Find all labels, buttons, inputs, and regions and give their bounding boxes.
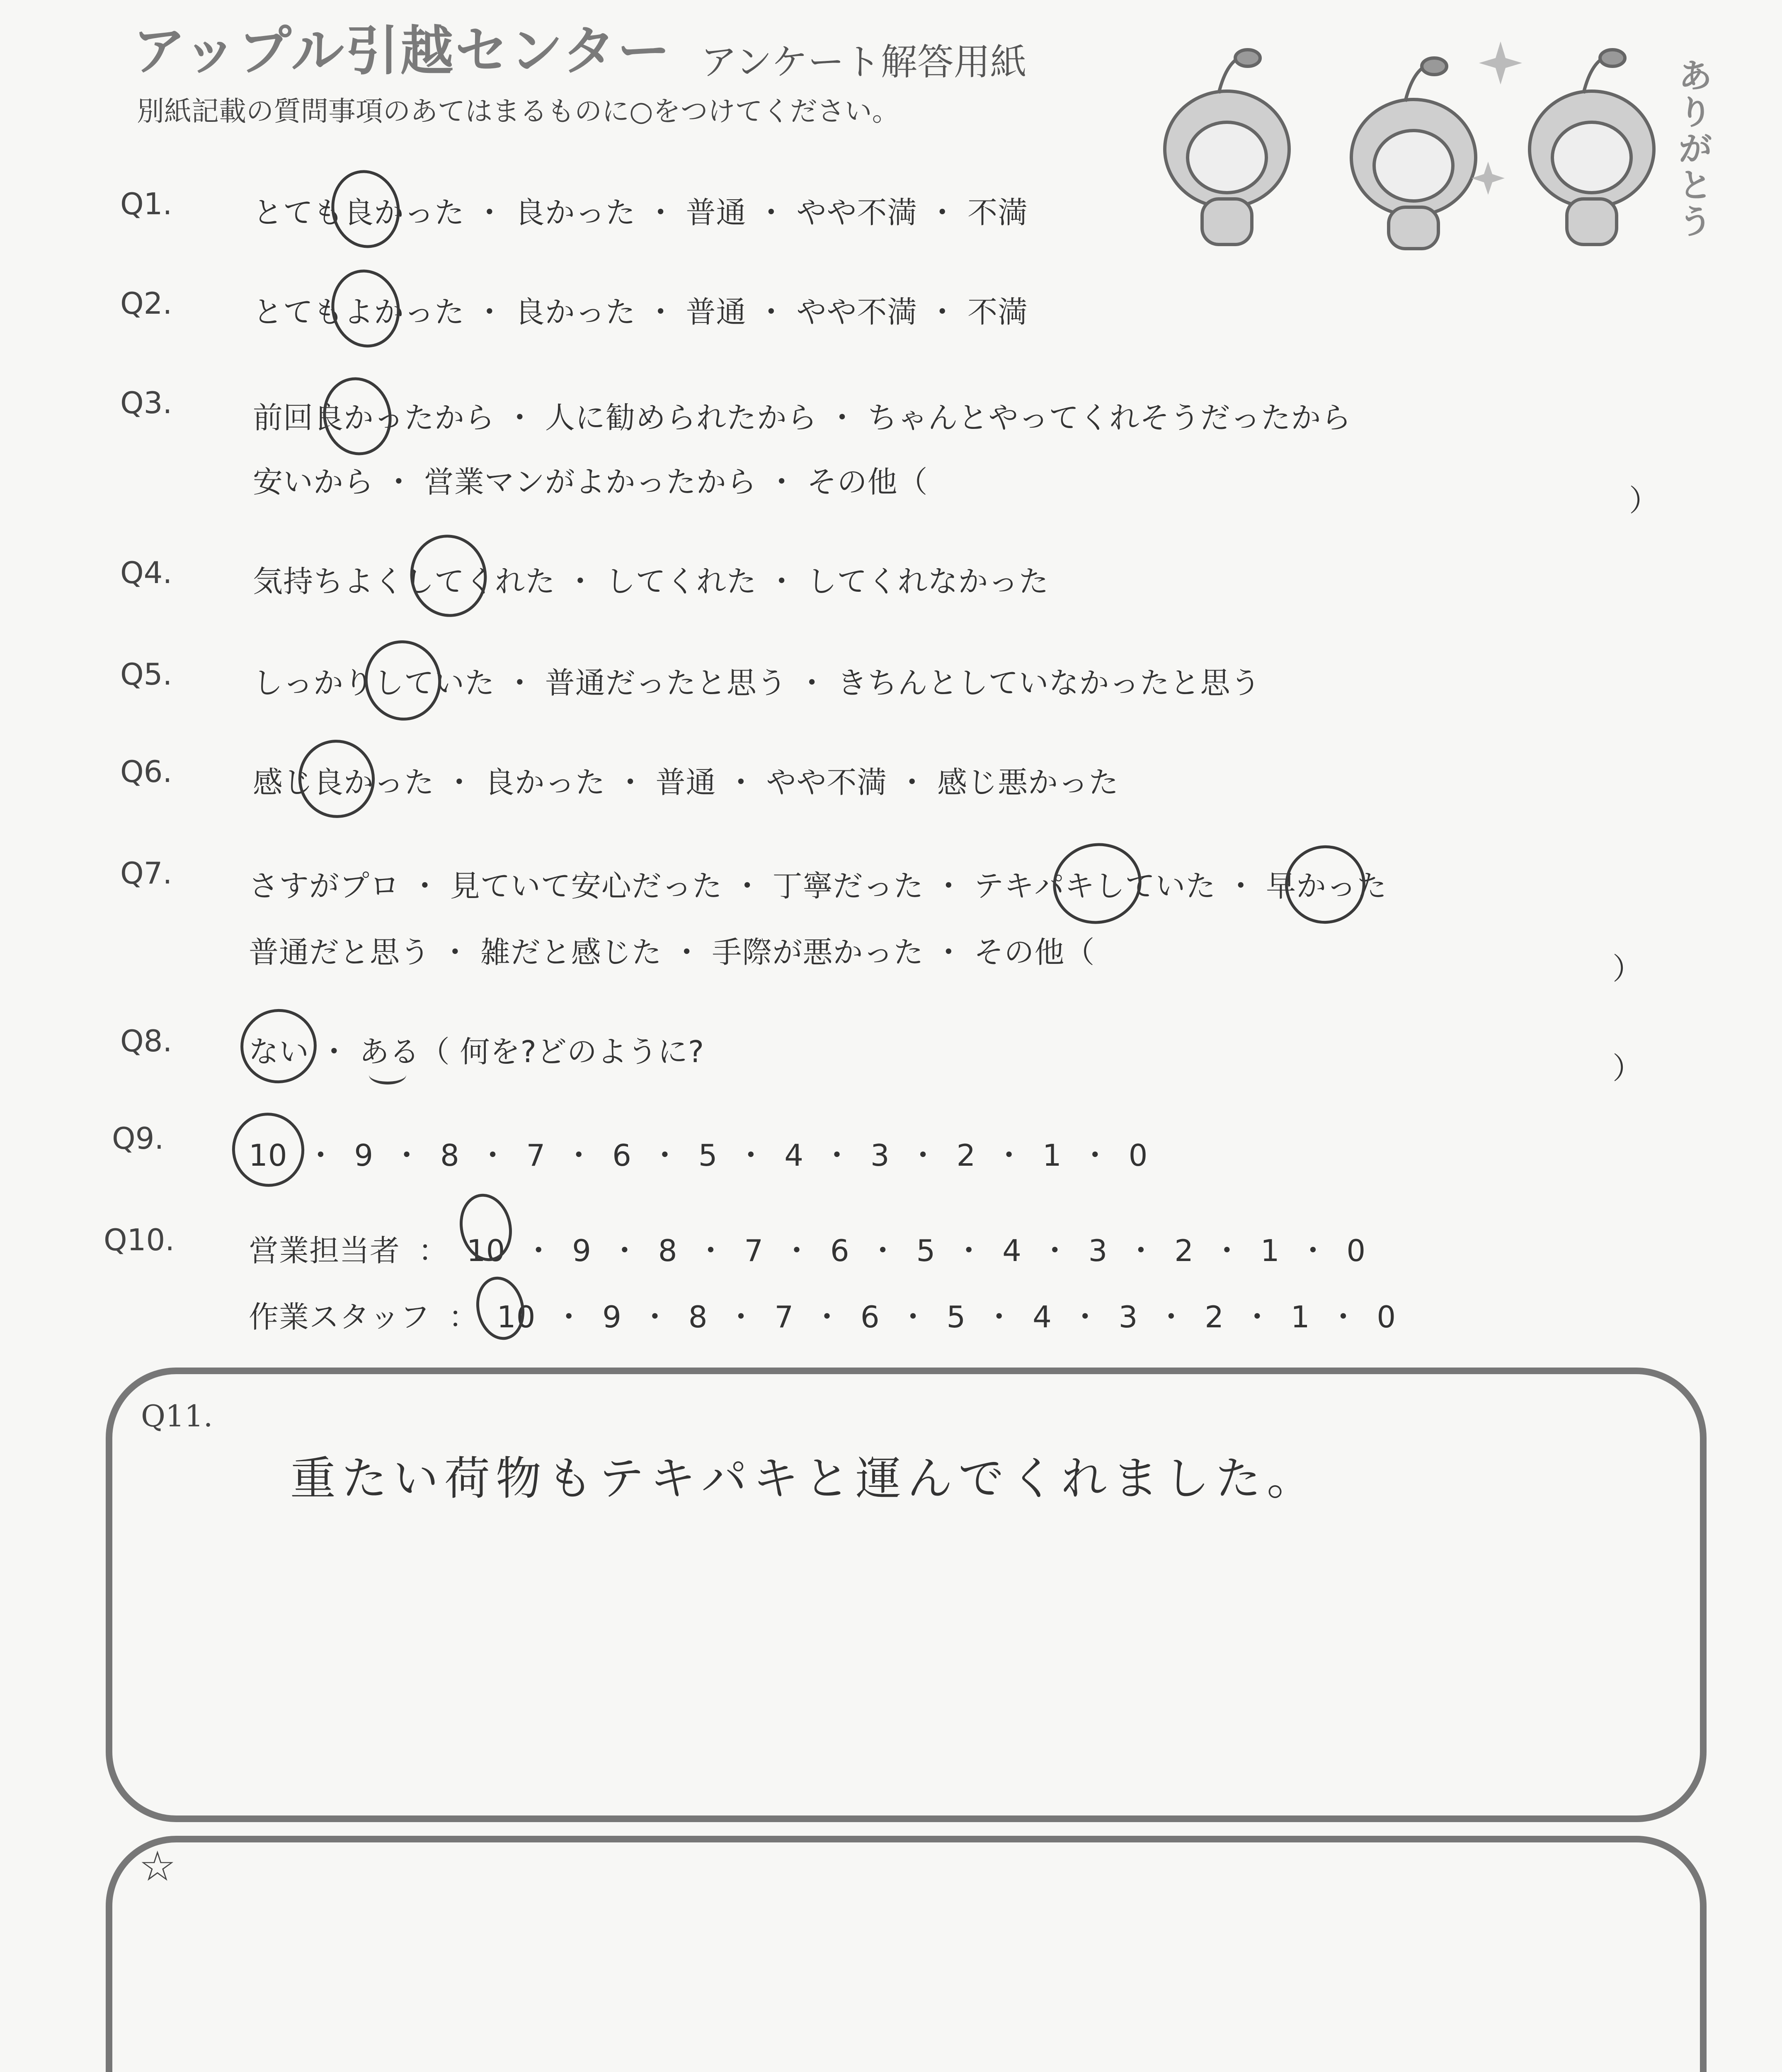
- question-options-q8: ない ・ ある（ 何を?どのように?: [249, 1034, 705, 1069]
- form-subtitle: アンケート解答用紙: [701, 41, 1027, 83]
- answer-circle-q2: [324, 263, 407, 354]
- answer-circle-q9: [225, 1106, 311, 1193]
- mascot-middle-icon: [1351, 58, 1476, 249]
- sparkle-icon: [1472, 41, 1522, 195]
- question-options-q9: 10 ・ 9 ・ 8 ・ 7 ・ 6 ・ 5 ・ 4 ・ 3 ・ 2 ・ 1 ・ 0: [249, 1138, 1148, 1173]
- question-label-q8: Q8.: [120, 1024, 172, 1058]
- question-label-q9: Q9.: [112, 1121, 164, 1156]
- answer-circle-q6: [291, 733, 382, 825]
- answer-circle-q7-a: [1045, 835, 1149, 932]
- thank-you-badge: ありがとう: [1679, 57, 1712, 241]
- question-options-q3-line2: 安いから ・ 営業マンがよかったから ・ その他（: [253, 465, 928, 499]
- q11-handwritten-answer: 重たい荷物もテキパキと運んでくれました。: [290, 1452, 1318, 1505]
- question-label-q1: Q1.: [120, 186, 172, 221]
- question-label-q5: Q5.: [120, 657, 172, 692]
- question-options-q2: とてもよかった ・ 良かった ・ 普通 ・ やや不満 ・ 不満: [253, 295, 1028, 329]
- question-label-q3: Q3.: [120, 385, 172, 420]
- question-label-q6: Q6.: [120, 754, 172, 789]
- answer-circle-q4: [402, 528, 494, 624]
- answer-circle-q5: [357, 633, 449, 728]
- mascot-left-icon: [1165, 50, 1289, 244]
- question-label-q2: Q2.: [120, 286, 172, 321]
- question-label-q10: Q10.: [104, 1222, 175, 1257]
- q11-label: Q11.: [141, 1399, 213, 1433]
- q11-answer-box: [106, 1368, 1707, 1822]
- question-options-q10-staff: 作業スタッフ ： 10 ・ 9 ・ 8 ・ 7 ・ 6 ・ 5 ・ 4 ・ 3 ・ 2 ・ 1 ・ 0: [249, 1300, 1397, 1334]
- question-options-q6: 感じ良かった ・ 良かった ・ 普通 ・ やや不満 ・ 感じ悪かった: [253, 765, 1119, 800]
- form-title: アップル引越センター: [133, 20, 672, 82]
- question-options-q4: 気持ちよくしてくれた ・ してくれた ・ してくれなかった: [253, 564, 1049, 599]
- question-options-q7-line1: さすがプロ ・ 見ていて安心だった ・ 丁寧だった ・ テキパキしていた ・ 早かった: [249, 869, 1387, 903]
- question-label-q4: Q4.: [120, 555, 172, 590]
- question-label-q7: Q7.: [120, 856, 172, 891]
- answer-circle-q1: [324, 164, 407, 254]
- question-options-q1: とても良かった ・ 良かった ・ 普通 ・ やや不満 ・ 不満: [253, 195, 1028, 230]
- star-icon: ☆: [139, 1842, 176, 1890]
- question-options-q5: しっかりしていた ・ 普通だったと思う ・ きちんとしていなかったと思う: [253, 666, 1261, 700]
- mascot-illustration: [1136, 25, 1724, 257]
- star-comment-box: [106, 1836, 1707, 2072]
- form-instruction: 別紙記載の質問事項のあてはまるものに○をつけてください。: [137, 95, 899, 127]
- closing-paren-q8: ）: [1612, 1051, 1643, 1086]
- question-options-q10-sales: 営業担当者 ： 10 ・ 9 ・ 8 ・ 7 ・ 6 ・ 5 ・ 4 ・ 3 ・ 2 ・ 1 ・ 0: [249, 1233, 1366, 1268]
- answer-circle-q3: [316, 371, 399, 462]
- answer-circle-q8: [233, 1002, 323, 1090]
- closing-paren-q7: ）: [1612, 951, 1643, 986]
- closing-paren-q3: ）: [1629, 483, 1659, 518]
- answer-underline-q8: [369, 1065, 406, 1084]
- answer-circle-q7-b: [1278, 838, 1372, 931]
- question-options-q3-line1: 前回良かったから ・ 人に勧められたから ・ ちゃんとやってくれそうだったから: [253, 400, 1352, 435]
- mascot-right-icon: [1530, 50, 1654, 244]
- question-options-q7-line2: 普通だと思う ・ 雑だと感じた ・ 手際が悪かった ・ その他（: [249, 935, 1095, 970]
